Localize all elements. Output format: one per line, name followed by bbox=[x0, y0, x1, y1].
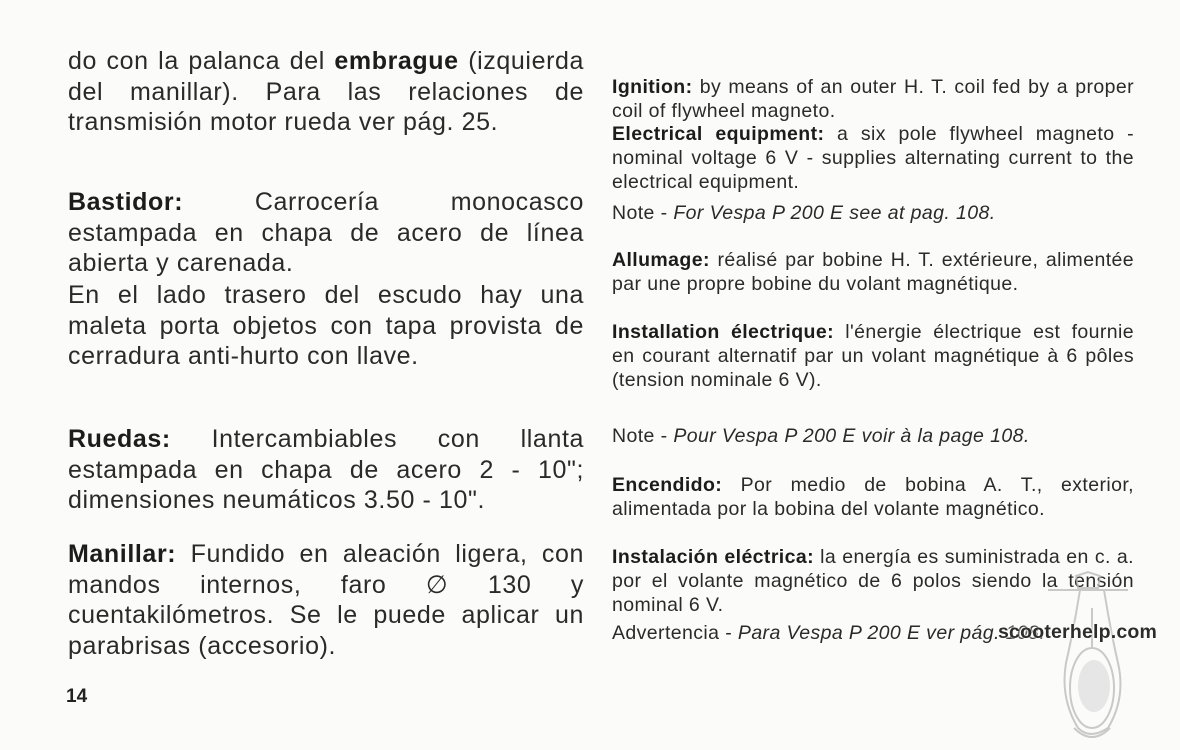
paragraph-embrague: do con la palanca del embrague (izquierda del manillar). Para las relaciones de transmisión motor rueda ver pág. 25. bbox=[68, 47, 585, 136]
scooter-watermark-icon bbox=[1018, 568, 1168, 748]
term-embrague: embrague bbox=[334, 47, 459, 75]
paragraph-installation-electrique: Installation électrique: l'énergie électrique est fournie en courant alternatif par un volant magnétique à 6 pôles (tension nominale 6 V). bbox=[612, 321, 1134, 391]
paragraph-bastidor: Bastidor: Carrocería monocasco estampada en chapa de acero de línea abierta y carenada. bbox=[68, 188, 584, 277]
watermark-text: scooterhelp.com bbox=[998, 621, 1158, 643]
paragraph-manillar: Manillar: Fundido en aleación ligera, con mandos internos, faro ∅ 130 y cuentakilómetros. Se le puede aplicar un parabrisas (accesorio). bbox=[68, 540, 584, 660]
paragraph-maleta: En el lado trasero del escudo hay una maleta porta objetos con tapa provista de cerradura anti-hurto con llave. bbox=[68, 281, 584, 370]
note-spanish: Advertencia - Para Vespa P 200 E ver pág. 108. bbox=[612, 622, 1046, 644]
note-english: Note - For Vespa P 200 E see at pag. 108. bbox=[612, 202, 996, 224]
heading-ignition: Ignition: bbox=[612, 76, 693, 98]
paragraph-encendido: Encendido: Por medio de bobina A. T., exterior, alimentada por la bobina del volante magnético. bbox=[612, 474, 1134, 520]
heading-encendido: Encendido: bbox=[612, 474, 723, 496]
paragraph-instalacion-electrica: Instalación eléctrica: la energía es suministrada en c. a. por el volante magnético de 6 polos siendo la tensión nominal 6 V. bbox=[612, 546, 1134, 616]
paragraph-ignition: Ignition: by means of an outer H. T. coil fed by a proper coil of flywheel magneto. bbox=[612, 76, 1134, 122]
heading-instalacion-electrica: Instalación eléctrica: bbox=[612, 546, 815, 568]
paragraph-allumage: Allumage: réalisé par bobine H. T. extérieure, alimentée par une propre bobine du volant magnétique. bbox=[612, 249, 1134, 295]
heading-installation-electrique: Installation électrique: bbox=[612, 321, 835, 343]
heading-electrical-equipment: Electrical equipment: bbox=[612, 123, 825, 145]
heading-allumage: Allumage: bbox=[612, 249, 710, 271]
heading-ruedas: Ruedas: bbox=[68, 425, 171, 453]
paragraph-electrical-equipment: Electrical equipment: a six pole flywheel magneto - nominal voltage 6 V - supplies alternating current to the electrical equipment. bbox=[612, 123, 1134, 193]
note-french: Note - Pour Vespa P 200 E voir à la page 108. bbox=[612, 425, 1030, 447]
paragraph-ruedas: Ruedas: Intercambiables con llanta estampada en chapa de acero 2 - 10"; dimensiones neumáticos 3.50 - 10". bbox=[68, 425, 584, 514]
heading-bastidor: Bastidor: bbox=[68, 188, 184, 216]
page-number: 14 bbox=[66, 686, 88, 707]
heading-manillar: Manillar: bbox=[68, 540, 177, 568]
